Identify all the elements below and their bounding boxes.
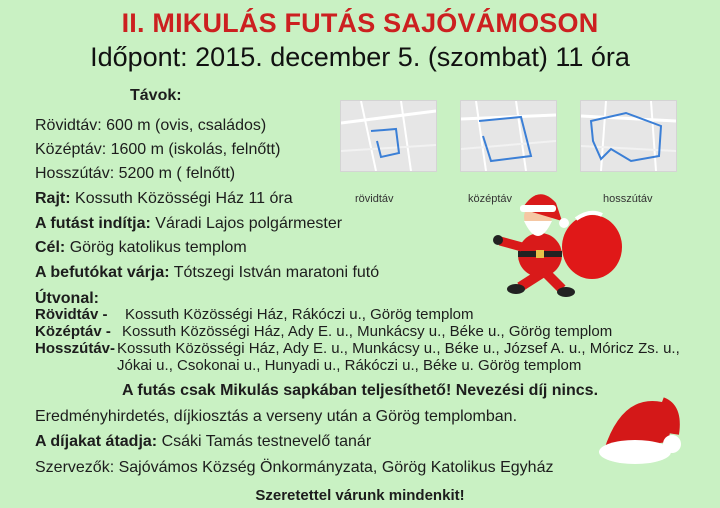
- map-short-label: rövidtáv: [355, 193, 394, 205]
- finish-label: Cél:: [35, 239, 66, 256]
- awards-value: Csáki Tamás testnevelő tanár: [161, 433, 372, 450]
- route-medium: [35, 323, 612, 340]
- map-short: [340, 100, 437, 172]
- page-title: II. MIKULÁS FUTÁS SAJÓVÁMOSON: [121, 8, 599, 38]
- map-medium: [460, 100, 557, 172]
- santa-illustration: [480, 185, 630, 300]
- starter-label: A futást indítja:: [35, 215, 151, 232]
- event-datetime: Időpont: 2015. december 5. (szombat) 11 óra: [90, 42, 630, 72]
- distance-medium: Középtáv: 1600 m (iskolás, felnőtt): [35, 141, 281, 158]
- waiter-line: [35, 264, 379, 282]
- map-long-image: [581, 101, 676, 171]
- waiter-label: A befutókat várja:: [35, 264, 170, 281]
- map-short-image: [341, 101, 436, 171]
- finish-line: [35, 239, 247, 257]
- start-label: Rajt:: [35, 190, 71, 207]
- route-long-value-1: Kossuth Közösségi Ház, Ady E. u., Munkácsy u., Béke u., József A. u., Móricz Zs. u.,: [117, 340, 680, 357]
- organizers-text: Szervezők: Sajóvámos Község Önkormányzata, Görög Katolikus Egyház: [35, 459, 554, 476]
- santa-hat-illustration: [590, 388, 685, 473]
- route-medium-value: Kossuth Közösségi Ház, Ady E. u., Munkácsy u., Béke u., Görög templom: [122, 323, 613, 340]
- route-medium-label: Középtáv -: [35, 323, 111, 340]
- awards-label: A díjakat átadja:: [35, 433, 158, 450]
- waiter-value: Tótszegi István maratoni futó: [173, 264, 380, 281]
- map-long-label: hosszútáv: [603, 193, 653, 205]
- starter-value: Váradi Lajos polgármester: [155, 215, 343, 232]
- results-text: Eredményhirdetés, díjkiosztás a verseny után a Görög templomban.: [35, 408, 518, 425]
- route-short-label: Rövidtáv -: [35, 306, 108, 323]
- awards-line: [35, 433, 371, 451]
- closing-text: Szeretettel várunk mindenkit!: [255, 487, 465, 504]
- map-medium-image: [461, 101, 556, 171]
- distances-heading: Távok:: [130, 87, 182, 104]
- distance-long: Hosszútáv: 5200 m ( felnőtt): [35, 165, 236, 182]
- start-value: Kossuth Közösségi Ház 11 óra: [75, 190, 293, 207]
- route-long-label: Hosszútáv-: [35, 340, 116, 357]
- distance-short: Rövidtáv: 600 m (ovis, családos): [35, 117, 267, 134]
- route-long-value-2: Jókai u., Csokonai u., Hunyadi u., Rákóczi u., Béke u. Görög templom: [117, 357, 582, 374]
- map-long: [580, 100, 677, 172]
- routes-heading: Útvonal:: [35, 290, 99, 307]
- start-line: [35, 190, 293, 208]
- finish-value: Görög katolikus templom: [69, 239, 247, 256]
- starter-line: [35, 215, 342, 233]
- route-short: [35, 306, 474, 323]
- route-long: [35, 340, 680, 357]
- route-short-value: Kossuth Közösségi Ház, Rákóczi u., Görög templom: [125, 306, 474, 323]
- map-medium-label: középtáv: [468, 193, 513, 205]
- notice-text: A futás csak Mikulás sapkában teljesíthető! Nevezési díj nincs.: [121, 382, 599, 399]
